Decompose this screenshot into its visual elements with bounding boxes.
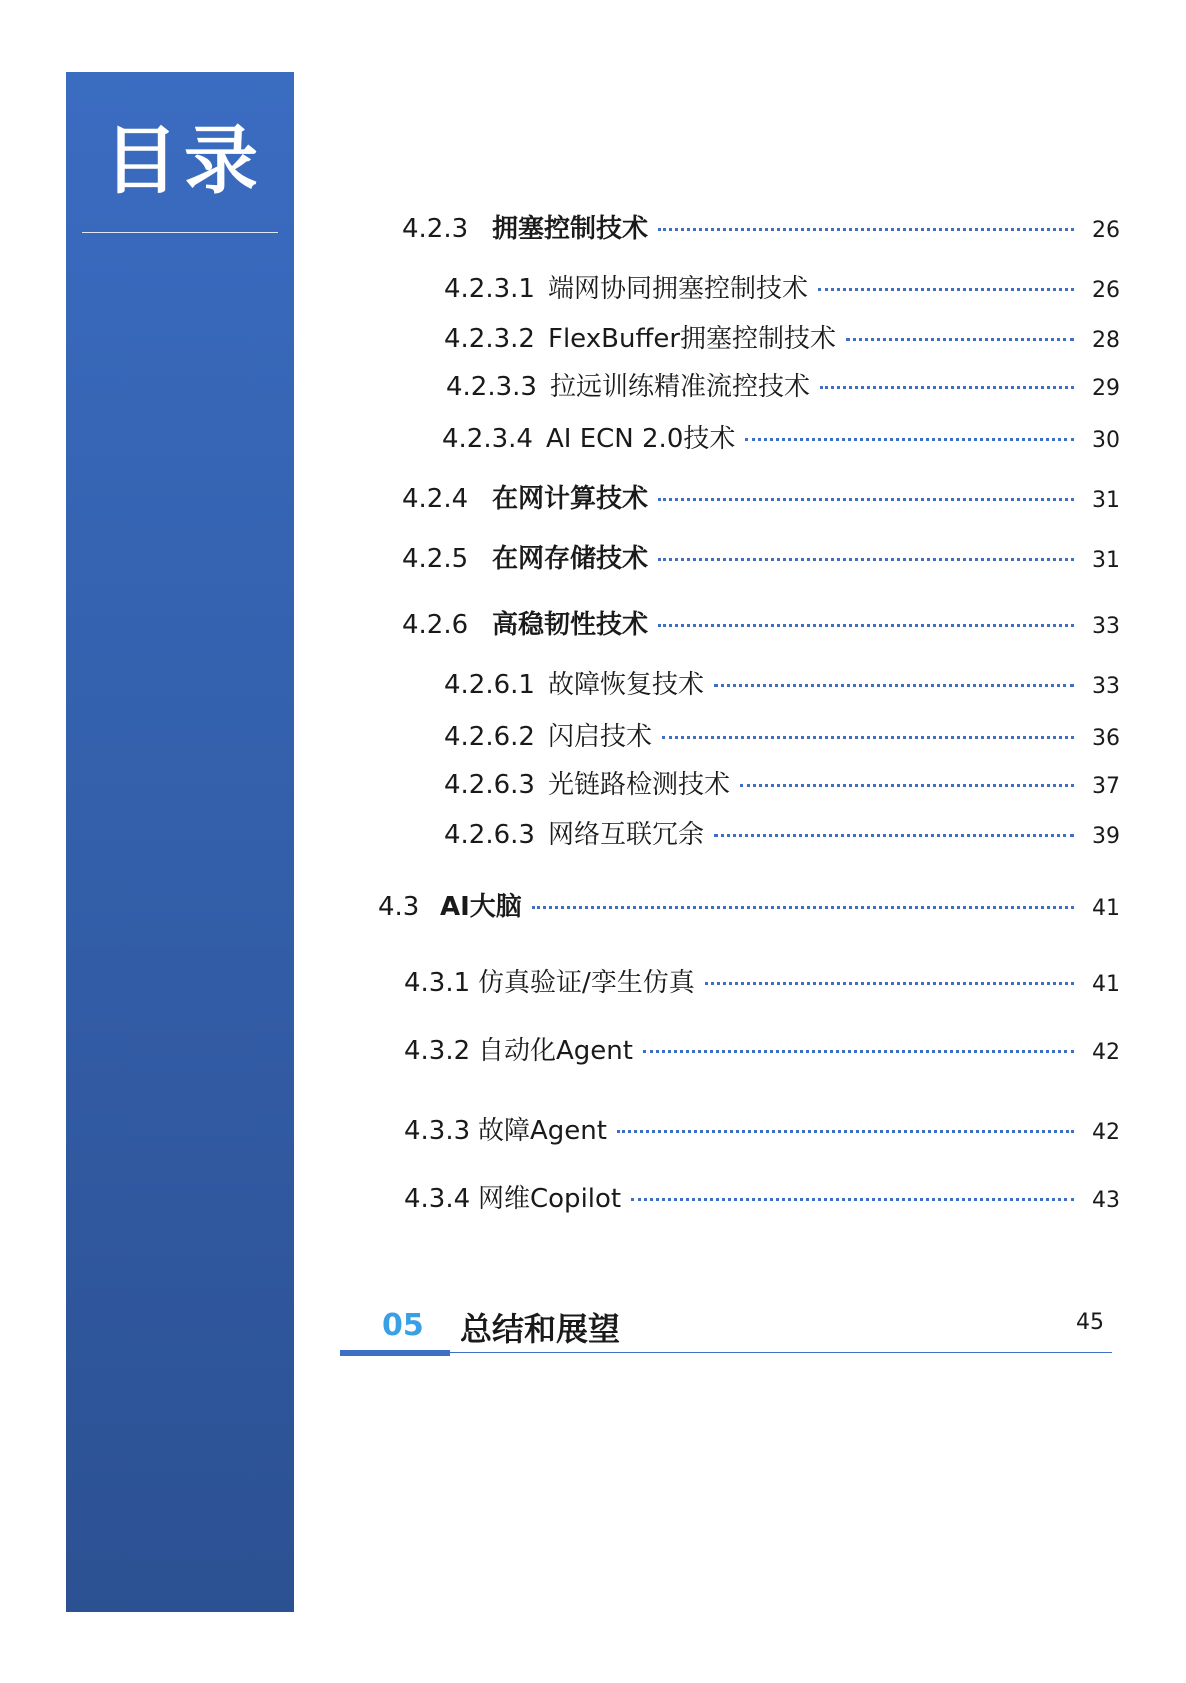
entry-number: 4.2.3.1 (444, 274, 535, 304)
dot-leader (705, 982, 1074, 985)
entry-label: FlexBuffer拥塞控制技术 (548, 324, 837, 354)
entry-number: 4.2.5 (402, 544, 469, 574)
dot-leader (617, 1130, 1074, 1133)
entry-label: AI ECN 2.0技术 (546, 424, 736, 454)
dot-leader (714, 684, 1074, 687)
dot-leader (658, 228, 1074, 231)
entry-label: AI大脑 (440, 892, 522, 922)
dot-leader (714, 834, 1074, 837)
entry-page: 43 (1092, 1188, 1120, 1213)
entry-label: 网络互联冗余 (548, 820, 705, 850)
entry-page: 41 (1092, 896, 1120, 921)
entry-number: 4.2.6 (402, 610, 469, 640)
toc-entry-4-2-6[interactable] (402, 604, 1120, 641)
entry-label: 拥塞控制技术 (492, 214, 649, 244)
dot-leader (658, 558, 1074, 561)
chapter-underline (340, 1352, 1112, 1353)
entry-label: 故障Agent (478, 1116, 607, 1146)
toc-entry-4-2-6-1[interactable] (444, 664, 1120, 701)
toc-entry-4-3[interactable] (378, 886, 1120, 923)
entry-number: 4.3.1 (404, 968, 471, 998)
entry-number: 4.3.3 (404, 1116, 471, 1146)
entry-number: 4.2.3 (402, 214, 469, 244)
entry-page: 33 (1092, 614, 1120, 639)
dot-leader (532, 906, 1074, 909)
toc-entry-4-2-3-1[interactable] (444, 268, 1120, 305)
entry-label: 在网存储技术 (492, 544, 649, 574)
entry-page: 31 (1092, 548, 1120, 573)
dot-leader (740, 784, 1074, 787)
dot-leader (631, 1198, 1074, 1201)
title-divider (82, 232, 278, 233)
entry-label: 网维Copilot (478, 1184, 622, 1214)
entry-label: 拉远训练精准流控技术 (550, 372, 811, 402)
dot-leader (658, 624, 1074, 627)
chapter-accent-bar (340, 1350, 450, 1356)
chapter-title: 总结和展望 (460, 1310, 621, 1348)
toc-entry-4-2-6-2[interactable] (444, 716, 1120, 753)
dot-leader (846, 338, 1074, 341)
entry-label: 自动化Agent (478, 1036, 633, 1066)
dot-leader (818, 288, 1074, 291)
entry-number: 4.2.6.1 (444, 670, 535, 700)
entry-number: 4.2.6.3 (444, 820, 535, 850)
toc-entry-4-2-5[interactable] (402, 538, 1120, 575)
toc-entry-4-2-3[interactable] (402, 208, 1120, 245)
dot-leader (658, 498, 1074, 501)
entry-page: 36 (1092, 726, 1120, 751)
dot-leader (745, 438, 1074, 441)
toc-entry-4-2-4[interactable] (402, 478, 1120, 515)
entry-label: 端网协同拥塞控制技术 (548, 274, 809, 304)
entry-page: 28 (1092, 328, 1120, 353)
entry-label: 仿真验证/孪生仿真 (478, 968, 695, 998)
dot-leader (643, 1050, 1074, 1053)
toc-entry-4-2-3-2[interactable] (444, 318, 1120, 355)
toc-entry-4-3-3[interactable] (404, 1110, 1120, 1147)
entry-number: 4.2.3.4 (442, 424, 533, 454)
toc-entry-4-3-2[interactable] (404, 1030, 1120, 1067)
toc-entry-4-3-1[interactable] (404, 962, 1120, 999)
toc-entry-4-2-3-3[interactable] (446, 366, 1120, 403)
toc-entry-4-3-4[interactable] (404, 1178, 1120, 1215)
entry-label: 闪启技术 (548, 722, 653, 752)
entry-page: 31 (1092, 488, 1120, 513)
entry-label: 高稳韧性技术 (492, 610, 649, 640)
entry-page: 30 (1092, 428, 1120, 453)
entry-page: 26 (1092, 218, 1120, 243)
page-title: 目录 (104, 118, 264, 204)
entry-page: 42 (1092, 1040, 1120, 1065)
chapter-page: 45 (1076, 1310, 1104, 1335)
entry-label: 在网计算技术 (492, 484, 649, 514)
dot-leader (820, 386, 1074, 389)
sidebar-panel (66, 72, 294, 1612)
entry-label: 光链路检测技术 (548, 770, 731, 800)
entry-number: 4.3 (378, 892, 420, 922)
entry-number: 4.2.6.2 (444, 722, 535, 752)
entry-page: 26 (1092, 278, 1120, 303)
toc-entry-4-2-6-3b[interactable] (444, 814, 1120, 851)
chapter-number: 05 (382, 1308, 424, 1343)
toc-chapter-05[interactable] (340, 1300, 1112, 1356)
entry-page: 39 (1092, 824, 1120, 849)
entry-number: 4.2.6.3 (444, 770, 535, 800)
entry-page: 29 (1092, 376, 1120, 401)
entry-label: 故障恢复技术 (548, 670, 705, 700)
entry-page: 41 (1092, 972, 1120, 997)
toc-entry-4-2-3-4[interactable] (442, 418, 1120, 455)
dot-leader (662, 736, 1074, 739)
entry-page: 42 (1092, 1120, 1120, 1145)
entry-number: 4.3.4 (404, 1184, 471, 1214)
entry-page: 37 (1092, 774, 1120, 799)
entry-number: 4.2.4 (402, 484, 469, 514)
entry-number: 4.3.2 (404, 1036, 471, 1066)
entry-number: 4.2.3.3 (446, 372, 537, 402)
toc-entry-4-2-6-3[interactable] (444, 764, 1120, 801)
entry-page: 33 (1092, 674, 1120, 699)
entry-number: 4.2.3.2 (444, 324, 535, 354)
